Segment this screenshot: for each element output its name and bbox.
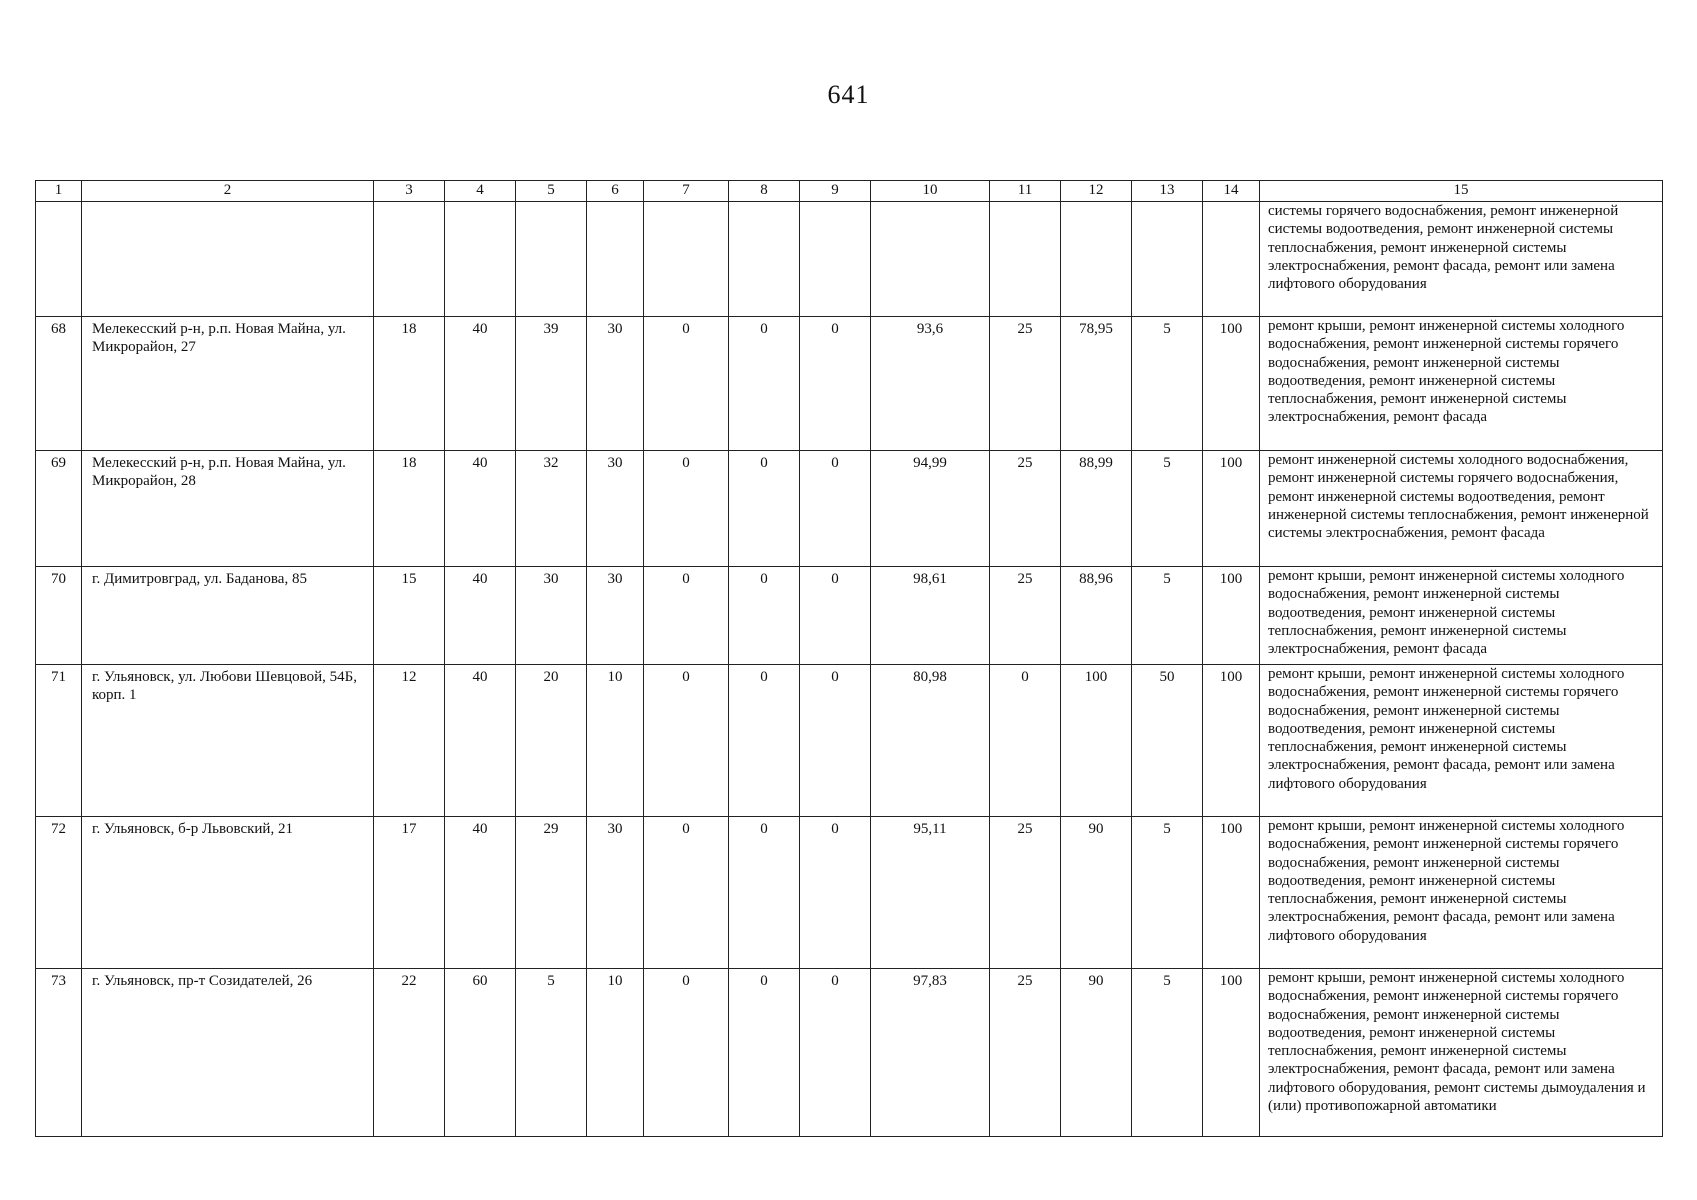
value-cell: 0 — [729, 317, 800, 451]
value-cell: 0 — [644, 665, 729, 817]
value-cell: 0 — [800, 969, 871, 1137]
value-cell: 0 — [729, 451, 800, 567]
works-cell: ремонт крыши, ремонт инженерной системы холодного водоснабжения, ремонт инженерной системы горячего водоснабжения, ремонт инженерной системы водоотведения, ремонт инженерной системы теплоснабжения, ремонт инженерной системы электроснабжения, ремонт фасада, ремонт или замена лифтового оборудования — [1260, 817, 1663, 969]
row-number: 70 — [36, 567, 82, 665]
value-cell: 0 — [729, 817, 800, 969]
value-cell: 97,83 — [871, 969, 990, 1137]
table-row — [36, 567, 1663, 665]
value-cell: 10 — [587, 665, 644, 817]
value-cell: 40 — [445, 317, 516, 451]
column-header: 13 — [1132, 181, 1203, 202]
row-number: 68 — [36, 317, 82, 451]
value-cell: 98,61 — [871, 567, 990, 665]
value-cell: 25 — [990, 817, 1061, 969]
table-row — [36, 317, 1663, 451]
value-cell: 95,11 — [871, 817, 990, 969]
column-header: 9 — [800, 181, 871, 202]
works-cell: ремонт крыши, ремонт инженерной системы холодного водоснабжения, ремонт инженерной системы горячего водоснабжения, ремонт инженерной системы водоотведения, ремонт инженерной системы теплоснабжения, ремонт инженерной системы электроснабжения, ремонт фасада, ремонт или замена лифтового оборудования, ремонт системы дымоудаления и (или) противопожарной автоматики — [1260, 969, 1663, 1137]
column-header: 12 — [1061, 181, 1132, 202]
row-number: 73 — [36, 969, 82, 1137]
address-cell: Мелекесский р-н, р.п. Новая Майна, ул. Микрорайон, 27 — [82, 317, 374, 451]
value-cell: 0 — [644, 567, 729, 665]
value-cell: 0 — [800, 665, 871, 817]
value-cell: 90 — [1061, 969, 1132, 1137]
value-cell: 40 — [445, 567, 516, 665]
works-cell: системы горячего водоснабжения, ремонт инженерной системы водоотведения, ремонт инженерной системы теплоснабжения, ремонт инженерной системы электроснабжения, ремонт фасада, ремонт или замена лифтового оборудования — [1260, 202, 1663, 317]
value-cell: 0 — [644, 969, 729, 1137]
value-cell: 39 — [516, 317, 587, 451]
value-cell: 22 — [374, 969, 445, 1137]
value-cell: 0 — [644, 817, 729, 969]
column-header: 15 — [1260, 181, 1663, 202]
column-header: 5 — [516, 181, 587, 202]
column-header: 3 — [374, 181, 445, 202]
value-cell: 18 — [374, 317, 445, 451]
value-cell: 100 — [1203, 317, 1260, 451]
value-cell: 0 — [800, 317, 871, 451]
address-cell: г. Ульяновск, б-р Львовский, 21 — [82, 817, 374, 969]
column-header: 7 — [644, 181, 729, 202]
table-row — [36, 665, 1663, 817]
works-cell: ремонт крыши, ремонт инженерной системы холодного водоснабжения, ремонт инженерной системы горячего водоснабжения, ремонт инженерной системы водоотведения, ремонт инженерной системы теплоснабжения, ремонт инженерной системы электроснабжения, ремонт фасада, ремонт или замена лифтового оборудования — [1260, 665, 1663, 817]
address-cell: Мелекесский р-н, р.п. Новая Майна, ул. Микрорайон, 28 — [82, 451, 374, 567]
column-header: 1 — [36, 181, 82, 202]
value-cell: 0 — [644, 451, 729, 567]
value-cell: 100 — [1061, 665, 1132, 817]
value-cell: 12 — [374, 665, 445, 817]
value-cell: 5 — [1132, 567, 1203, 665]
value-cell: 5 — [516, 969, 587, 1137]
value-cell: 40 — [445, 665, 516, 817]
value-cell: 40 — [445, 817, 516, 969]
column-header: 6 — [587, 181, 644, 202]
value-cell: 25 — [990, 451, 1061, 567]
value-cell: 50 — [1132, 665, 1203, 817]
value-cell: 5 — [1132, 317, 1203, 451]
works-cell: ремонт крыши, ремонт инженерной системы холодного водоснабжения, ремонт инженерной системы водоотведения, ремонт инженерной системы теплоснабжения, ремонт инженерной системы электроснабжения, ремонт фасада — [1260, 567, 1663, 665]
value-cell: 20 — [516, 665, 587, 817]
column-header: 2 — [82, 181, 374, 202]
page-number: 641 — [827, 80, 870, 109]
value-cell: 30 — [587, 451, 644, 567]
value-cell: 0 — [729, 665, 800, 817]
address-cell: г. Ульяновск, ул. Любови Шевцовой, 54Б, корп. 1 — [82, 665, 374, 817]
column-header: 14 — [1203, 181, 1260, 202]
value-cell: 93,6 — [871, 317, 990, 451]
value-cell: 0 — [990, 665, 1061, 817]
value-cell: 5 — [1132, 817, 1203, 969]
value-cell: 100 — [1203, 969, 1260, 1137]
value-cell: 25 — [990, 969, 1061, 1137]
table-row — [36, 451, 1663, 567]
value-cell: 0 — [800, 817, 871, 969]
table-row — [36, 969, 1663, 1137]
value-cell: 0 — [729, 567, 800, 665]
column-header: 4 — [445, 181, 516, 202]
value-cell: 0 — [800, 451, 871, 567]
value-cell: 94,99 — [871, 451, 990, 567]
column-header: 8 — [729, 181, 800, 202]
value-cell: 100 — [1203, 817, 1260, 969]
value-cell: 30 — [587, 567, 644, 665]
column-number-row — [36, 181, 1663, 202]
column-header: 10 — [871, 181, 990, 202]
table-row — [36, 817, 1663, 969]
value-cell: 30 — [516, 567, 587, 665]
row-number: 71 — [36, 665, 82, 817]
continuation-row — [36, 202, 1663, 317]
works-cell: ремонт инженерной системы холодного водоснабжения, ремонт инженерной системы горячего водоснабжения, ремонт инженерной системы водоотведения, ремонт инженерной системы теплоснабжения, ремонт инженерной системы электроснабжения, ремонт фасада — [1260, 451, 1663, 567]
works-cell: ремонт крыши, ремонт инженерной системы холодного водоснабжения, ремонт инженерной системы горячего водоснабжения, ремонт инженерной системы водоотведения, ремонт инженерной системы теплоснабжения, ремонт инженерной системы электроснабжения, ремонт фасада — [1260, 317, 1663, 451]
value-cell: 0 — [644, 317, 729, 451]
value-cell: 17 — [374, 817, 445, 969]
value-cell: 90 — [1061, 817, 1132, 969]
value-cell: 25 — [990, 567, 1061, 665]
value-cell: 0 — [800, 567, 871, 665]
value-cell: 88,96 — [1061, 567, 1132, 665]
value-cell: 29 — [516, 817, 587, 969]
address-cell: г. Димитровград, ул. Баданова, 85 — [82, 567, 374, 665]
value-cell: 60 — [445, 969, 516, 1137]
value-cell: 78,95 — [1061, 317, 1132, 451]
row-number: 69 — [36, 451, 82, 567]
repair-program-table — [35, 180, 1663, 1137]
value-cell: 100 — [1203, 665, 1260, 817]
value-cell: 0 — [729, 969, 800, 1137]
value-cell: 100 — [1203, 451, 1260, 567]
value-cell: 30 — [587, 817, 644, 969]
value-cell: 100 — [1203, 567, 1260, 665]
address-cell: г. Ульяновск, пр-т Созидателей, 26 — [82, 969, 374, 1137]
value-cell: 30 — [587, 317, 644, 451]
value-cell: 10 — [587, 969, 644, 1137]
value-cell: 32 — [516, 451, 587, 567]
row-number: 72 — [36, 817, 82, 969]
value-cell: 88,99 — [1061, 451, 1132, 567]
value-cell: 5 — [1132, 451, 1203, 567]
value-cell: 18 — [374, 451, 445, 567]
value-cell: 25 — [990, 317, 1061, 451]
value-cell: 80,98 — [871, 665, 990, 817]
value-cell: 40 — [445, 451, 516, 567]
column-header: 11 — [990, 181, 1061, 202]
value-cell: 5 — [1132, 969, 1203, 1137]
value-cell: 15 — [374, 567, 445, 665]
